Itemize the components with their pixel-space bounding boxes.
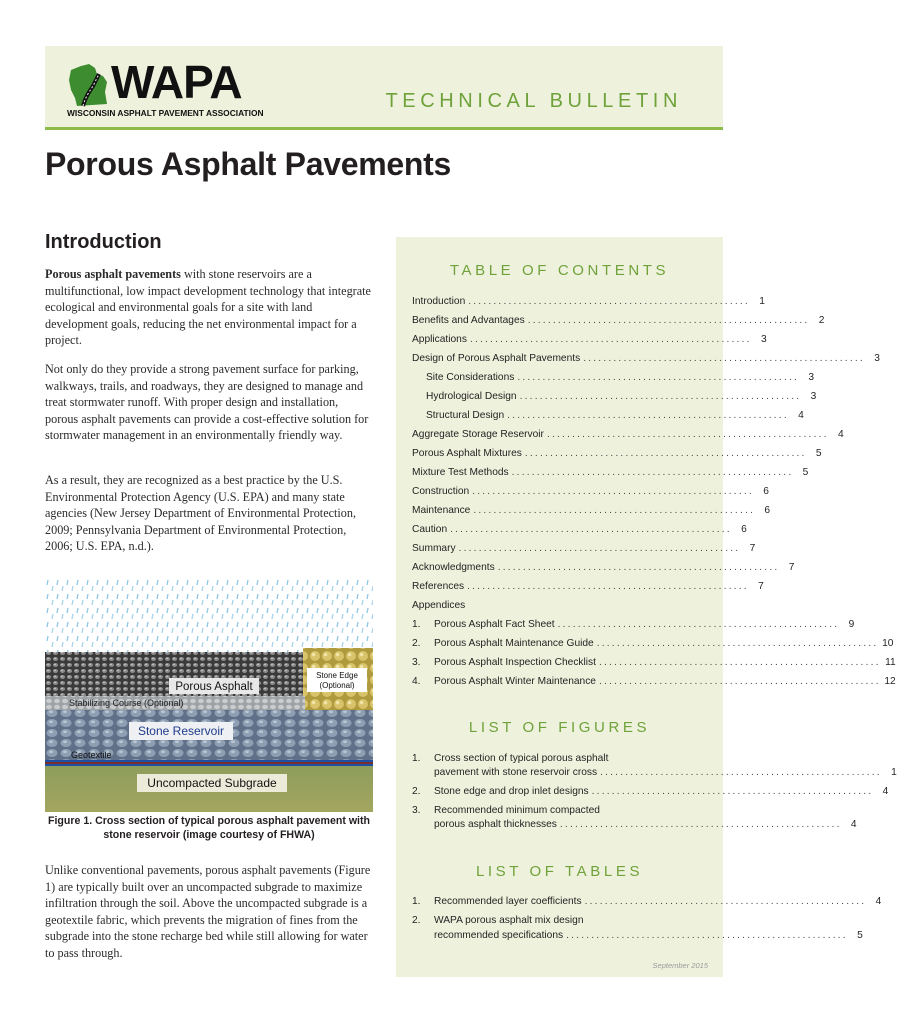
toc-appendix-entry[interactable]: 1. Porous Asphalt Fact Sheet ........................................................ 9	[412, 619, 855, 630]
label-uncompacted-subgrade: Uncompacted Subgrade	[147, 776, 277, 790]
toc-entry[interactable]: Hydrological Design ........................................................ 3	[426, 391, 817, 402]
table-entry-line1: 2. WAPA porous asphalt mix design	[412, 915, 584, 926]
toc-entry[interactable]: Construction ........................................................ 6	[412, 486, 769, 497]
intro-lead-bold: Porous asphalt pavements	[45, 267, 181, 281]
toc-entry[interactable]: Design of Porous Asphalt Pavements ........................................................ 3	[412, 353, 880, 364]
toc-entry[interactable]: Introduction ........................................................ 1	[412, 296, 765, 307]
figure-entry[interactable]: porous asphalt thicknesses ........................................................ 4	[434, 819, 857, 830]
toc-entry[interactable]: Aggregate Storage Reservoir ........................................................ 4	[412, 429, 844, 440]
intro-p1-text: with stone reservoirs are a multifunctional, low impact development technology that integrate ecological and environmental goals for a site with land development goals, reducing the net environmental impact for a project.	[45, 267, 371, 348]
toc-appendix-entry[interactable]: 2. Porous Asphalt Maintenance Guide ........................................................ 10	[412, 638, 894, 649]
toc-entry[interactable]: Structural Design ........................................................ 4	[426, 410, 804, 421]
figure-entry[interactable]: pavement with stone reservoir cross ........................................................ 1	[434, 767, 897, 778]
figure-entry-line1: 3. Recommended minimum compacted	[412, 805, 600, 816]
intro-paragraph-1	[45, 266, 373, 349]
toc-entry[interactable]: Maintenance ........................................................ 6	[412, 505, 771, 516]
toc-entry[interactable]: Mixture Test Methods ........................................................ 5	[412, 467, 809, 478]
toc-entry[interactable]: Summary ........................................................ 7	[412, 543, 756, 554]
table-entry[interactable]: 1. Recommended layer coefficients ........................................................ 4	[412, 896, 882, 907]
label-stone-reservoir: Stone Reservoir	[137, 724, 225, 738]
wisconsin-map-icon	[67, 62, 111, 110]
figure-entry-line1: 1. Cross section of typical porous asphalt	[412, 753, 609, 764]
label-stone-edge-optional: (Optional)	[319, 681, 355, 690]
label-stone-edge: Stone Edge	[316, 671, 358, 680]
toc-entry[interactable]: Acknowledgments ........................................................ 7	[412, 562, 795, 573]
figure-1-caption: Figure 1. Cross section of typical porous asphalt pavement with stone reservoir (image courtesy of FHWA)	[48, 815, 370, 841]
toc-entry[interactable]: Site Considerations ........................................................ 3	[426, 372, 815, 383]
figure-entry[interactable]: 2. Stone edge and drop inlet designs ........................................................ 4	[412, 786, 889, 797]
intro-paragraph-4: Unlike conventional pavements, porous asphalt pavements (Figure 1) are typically built over an uncompacted subgrade to maximize infiltration through the soil. Above the uncompacted subgrade is a geotextile fabric, which prevents the migration of fines from the subgrade into the stone recharge bed while still allowing for water to pass through.	[45, 863, 371, 960]
label-stabilizing-course: Stabilizing Course (Optional)	[69, 698, 184, 708]
toc-appendix-entry[interactable]: 4. Porous Asphalt Winter Maintenance ........................................................ 12	[412, 676, 896, 687]
logo-wordmark: WAPA	[111, 56, 242, 108]
introduction-heading: Introduction	[45, 231, 162, 253]
intro-paragraph-2: Not only do they provide a strong pavement surface for parking, walkways, trails, and roadways, they are designed to manage and treat stormwater runoff. With proper design and installation, porous asphalt pavements can provide a cost-effective solution for stormwater management in an environmentally friendly way.	[45, 362, 369, 443]
toc-title: TABLE OF CONTENTS	[449, 262, 670, 279]
wapa-logo	[67, 56, 277, 120]
header-rule	[45, 127, 723, 130]
toc-entry[interactable]: Applications ........................................................ 3	[412, 334, 767, 345]
page-title: Porous Asphalt Pavements	[45, 146, 451, 182]
intro-paragraph-3: As a result, they are recognized as a best practice by the U.S. Environmental Protection Agency (U.S. EPA) and many state agencies (New Jersey Department of Environmental Protection, 2009; Pennsylvania Department of Environmental Protection, 2006; U.S. EPA, n.d.).	[45, 473, 357, 554]
list-of-tables-title: LIST OF TABLES	[475, 863, 644, 880]
toc-appendix-entry[interactable]: 3. Porous Asphalt Inspection Checklist ........................................................ 11	[412, 657, 896, 668]
toc-entry[interactable]: Caution ........................................................ 6	[412, 524, 747, 535]
logo-subtitle: WISCONSIN ASPHALT PAVEMENT ASSOCIATION	[67, 108, 264, 118]
technical-bulletin-label: TECHNICAL BULLETIN	[385, 90, 682, 112]
toc-entry[interactable]: Benefits and Advantages ........................................................ 2	[412, 315, 825, 326]
cross-section-figure	[45, 578, 373, 812]
toc-entry[interactable]: References ........................................................ 7	[412, 581, 764, 592]
toc-entry[interactable]: Porous Asphalt Mixtures ........................................................ 5	[412, 448, 822, 459]
table-entry[interactable]: recommended specifications ........................................................ 5	[434, 930, 863, 941]
list-of-figures-title: LIST OF FIGURES	[468, 719, 651, 736]
label-geotextile: Geotextile	[71, 750, 112, 760]
label-porous-asphalt: Porous Asphalt	[175, 681, 253, 693]
toc-appendices-label: Appendices	[412, 600, 466, 611]
publication-date: September 2015	[652, 961, 708, 970]
